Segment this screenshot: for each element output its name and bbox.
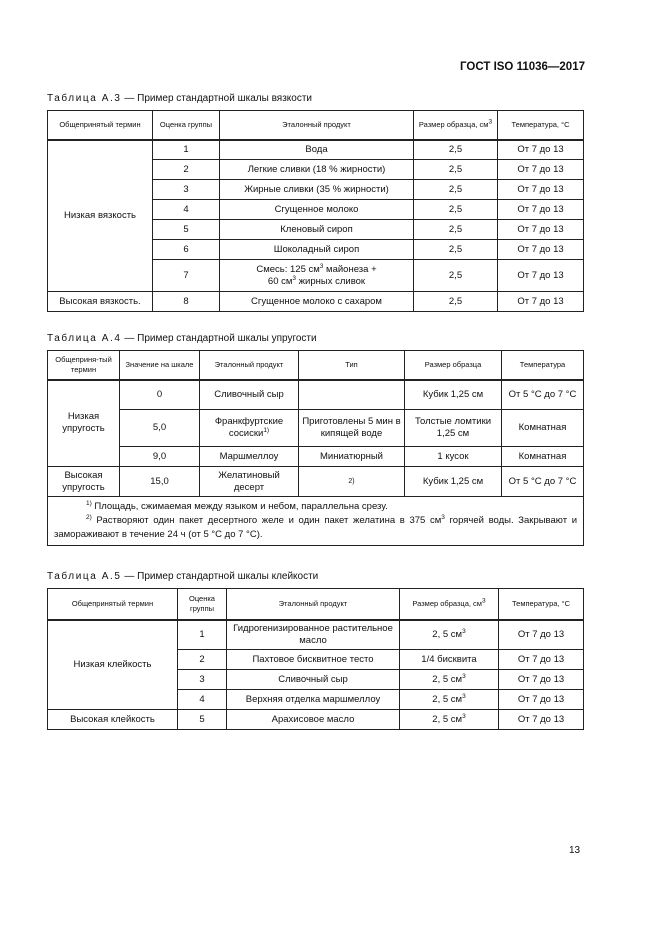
product-cell: Желатиновый десерт	[200, 467, 299, 497]
term-cell: Высокая клейкость	[48, 710, 178, 730]
score-cell: 5	[178, 710, 227, 730]
temp-cell: От 7 до 13	[499, 650, 584, 670]
score-cell: 3	[153, 180, 220, 200]
size-cell: 2,5	[414, 220, 498, 240]
table-a5-title: — Пример стандартной шкалы клейкости	[121, 571, 319, 582]
col-header-score: Оценка группы	[178, 589, 227, 620]
col-header-product: Эталонный продукт	[200, 351, 299, 380]
col-header-temp: Температура	[502, 351, 584, 380]
type-cell: Приготовлены 5 мин в кипящей воде	[299, 410, 405, 447]
type-cell: Миниатюрный	[299, 447, 405, 467]
product-cell: Жирные сливки (35 % жирности)	[220, 180, 414, 200]
table-a4-label: Таблица А.4	[47, 333, 122, 344]
value-cell: 9,0	[120, 447, 200, 467]
table-row	[48, 467, 584, 497]
col-header-product: Эталонный продукт	[220, 111, 414, 140]
size-cell: 2, 5 $см^3$	[400, 710, 499, 730]
size-cell: 1 кусок	[405, 447, 502, 467]
col-header-term: Общепринятый термин	[48, 589, 178, 620]
product-cell: Пахтовое бисквитное тесто	[227, 650, 400, 670]
table-a3	[47, 110, 584, 312]
table-a5-label: Таблица А.5	[47, 571, 122, 582]
product-cell: Верхняя отделка маршмеллоу	[227, 690, 400, 710]
score-cell: 2	[153, 160, 220, 180]
term-cell: Низкая клейкость	[48, 620, 178, 710]
temp-cell: От 7 до 13	[499, 620, 584, 650]
table-a4-caption	[47, 333, 317, 344]
table-a5-caption	[47, 571, 318, 582]
type-cell: 2)	[299, 467, 405, 497]
product-cell: Шоколадный сироп	[220, 240, 414, 260]
temp-cell: От 7 до 13	[499, 710, 584, 730]
size-cell: 2, 5 $см^3$	[400, 620, 499, 650]
table-a4-footnotes	[48, 497, 584, 546]
table-a5-header-row	[48, 589, 584, 620]
product-cell: Кленовый сироп	[220, 220, 414, 240]
table-row	[48, 292, 584, 312]
product-cell: Вода	[220, 140, 414, 160]
product-cell: Маршмеллоу	[200, 447, 299, 467]
score-cell: 4	[153, 200, 220, 220]
col-header-term: Общеприня-тый термин	[48, 351, 120, 380]
score-cell: 3	[178, 670, 227, 690]
table-a5	[47, 588, 584, 730]
product-cell: Смесь: 125 $см^3$ майонеза + 60 $см^3$ жирных сливок	[220, 260, 414, 292]
score-cell: 1	[178, 620, 227, 650]
product-cell: Арахисовое масло	[227, 710, 400, 730]
score-cell: 5	[153, 220, 220, 240]
product-cell: Сливочный сыр	[227, 670, 400, 690]
table-row	[48, 410, 584, 447]
table-row	[48, 447, 584, 467]
size-cell: 2, 5 $см^3$	[400, 670, 499, 690]
table-row	[48, 140, 584, 160]
temp-cell: От 7 до 13	[499, 690, 584, 710]
col-header-size: Размер образца, $см^3$	[414, 111, 498, 140]
document-code: ГОСТ ISO 11036—2017	[460, 61, 585, 73]
col-header-temp: Температура, °С	[499, 589, 584, 620]
type-cell	[299, 380, 405, 410]
table-row	[48, 710, 584, 730]
col-header-size: Размер образца, $см^3$	[400, 589, 499, 620]
product-cell: Легкие сливки (18 % жирности)	[220, 160, 414, 180]
temp-cell: От 7 до 13	[498, 260, 584, 292]
term-cell: Высокая упругость	[48, 467, 120, 497]
temp-cell: От 5 °С до 7 °С	[502, 380, 584, 410]
col-header-type: Тип	[299, 351, 405, 380]
size-cell: 2,5	[414, 240, 498, 260]
table-row	[48, 620, 584, 650]
temp-cell: От 7 до 13	[498, 160, 584, 180]
page-number: 13	[569, 845, 581, 856]
table-a3-label: Таблица А.3	[47, 93, 122, 104]
table-a4-header-row	[48, 351, 584, 380]
score-cell: 8	[153, 292, 220, 312]
temp-cell: Комнатная	[502, 410, 584, 447]
size-cell: 2,5	[414, 140, 498, 160]
col-header-temp: Температура, °С	[498, 111, 584, 140]
temp-cell: От 5 °С до 7 °С	[502, 467, 584, 497]
size-cell: 1/4 бисквита	[400, 650, 499, 670]
size-cell: Толстые ломтики 1,25 см	[405, 410, 502, 447]
size-cell: 2, 5 $см^3$	[400, 690, 499, 710]
table-a4	[47, 350, 584, 546]
size-cell: 2,5	[414, 180, 498, 200]
footnote-2: $^{2)}$ Растворяют один пакет десертного желе и один пакет желатина в 375 $см^3$ горячей воды. Закрывают и замораживают в течение 24 ч (от 5 °С до 7 °С).	[54, 513, 577, 540]
size-cell: 2,5	[414, 260, 498, 292]
size-cell: Кубик 1,25 см	[405, 467, 502, 497]
temp-cell: От 7 до 13	[498, 240, 584, 260]
temp-cell: От 7 до 13	[499, 670, 584, 690]
size-cell: 2,5	[414, 160, 498, 180]
size-cell: 2,5	[414, 292, 498, 312]
term-cell: Низкая упругость	[48, 380, 120, 467]
temp-cell: От 7 до 13	[498, 180, 584, 200]
score-cell: 2	[178, 650, 227, 670]
table-a3-header-row	[48, 111, 584, 140]
col-header-product: Эталонный продукт	[227, 589, 400, 620]
table-a3-title: — Пример стандартной шкалы вязкости	[121, 93, 312, 104]
product-cell: Гидрогенизированное растительное масло	[227, 620, 400, 650]
col-header-score: Оценка группы	[153, 111, 220, 140]
score-cell: 4	[178, 690, 227, 710]
temp-cell: Комнатная	[502, 447, 584, 467]
size-cell: Кубик 1,25 см	[405, 380, 502, 410]
col-header-size: Размер образца	[405, 351, 502, 380]
score-cell: 7	[153, 260, 220, 292]
footnote-1: $^{1)}$ Площадь, сжимаемая между языком и небом, параллельна срезу.	[86, 499, 388, 512]
product-cell: Сгущенное молоко с сахаром	[220, 292, 414, 312]
col-header-value: Значение на шкале	[120, 351, 200, 380]
size-cell: 2,5	[414, 200, 498, 220]
temp-cell: От 7 до 13	[498, 140, 584, 160]
temp-cell: От 7 до 13	[498, 292, 584, 312]
table-a3-caption	[47, 93, 312, 104]
value-cell: 0	[120, 380, 200, 410]
score-cell: 6	[153, 240, 220, 260]
term-cell: Высокая вязкость.	[48, 292, 153, 312]
temp-cell: От 7 до 13	[498, 220, 584, 240]
product-cell: Сгущенное молоко	[220, 200, 414, 220]
value-cell: 5,0	[120, 410, 200, 447]
product-cell: Сливочный сыр	[200, 380, 299, 410]
table-row	[48, 380, 584, 410]
col-header-term: Общепринятый термин	[48, 111, 153, 140]
product-cell: Франкфуртские сосиски$^{1)}$	[200, 410, 299, 447]
score-cell: 1	[153, 140, 220, 160]
table-a4-title: — Пример стандартной шкалы упругости	[121, 333, 317, 344]
value-cell: 15,0	[120, 467, 200, 497]
temp-cell: От 7 до 13	[498, 200, 584, 220]
term-cell: Низкая вязкость	[48, 140, 153, 292]
